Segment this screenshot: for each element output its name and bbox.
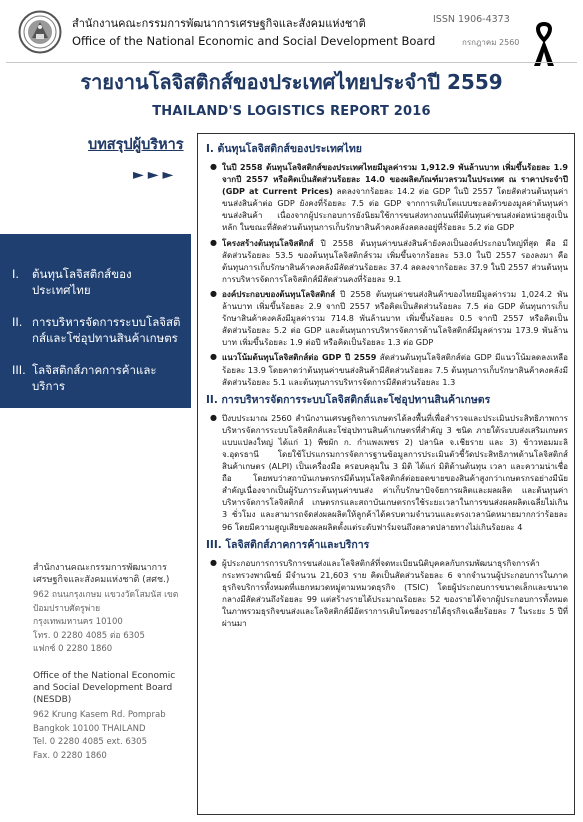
toc-label: โลจิสติกส์ภาคการค้าและบริการ: [32, 363, 157, 393]
executive-summary-heading: บทสรุปผู้บริหาร: [88, 137, 184, 153]
bullet-icon: ●: [210, 288, 217, 298]
contact-address-line: กรุงเทพมหานคร 10100: [33, 617, 123, 627]
bullet-item: [206, 161, 568, 234]
org-name-thai: สำนักงานคณะกรรมการพัฒนาการเศรษฐกิจและสังคมแห่งชาติ: [72, 17, 366, 30]
org-name-english: Office of the National Economic and Social Development Board: [72, 34, 436, 48]
bullet-text: ปีงบประมาณ 2560 สำนักงานเศรษฐกิจการเกษตรได้ลงพื้นที่เพื่อสำรวจและประเมินประสิทธิภาพการบริหารจัดการระบบโลจิสติกส์และโซ่อุปทานสินค้าเกษตรที่สำคัญ 3 ชนิด ภายใต้ระบบส่งเสริมเกษตรแบบแปลงใหญ่ ได้แก่ 1) พืชผัก ก. กำแพงเพชร 2) ปลานิล จ.เชียราย และ 3) ข้าวหอมมะลิ จ.อุดรธานี โดยใช้โปรแกรมการจัดการฐานข้อมูลการประเมินตัวชี้วัดประสิทธิภาพด้านโลจิสติกส์สินค้าเกษตร (ALPI) เป็นเครื่องมือ ครอบคลุมใน 3 มิติ ได้แก่ มิติด้านต้นทุน เวลา และความน่าเชื่อถือ โดยพบว่าสถาบันเกษตรกรมีต้นทุนโลจิสติกส์ต่อยอดขายของสินค้าสูงกว่าเกษตรกรอย่างมีนัยสำคัญเนื่องจากเป็นผู้รับภาระต้นทุนค่าขนส่ง ค่าเก็บรักษาปัจจัยการผลิตและผลผลิต และต้นทุนค่าบริหารจัดการโลจิสติกส์ เกษตรกรและสถาบันเกษตรกรใช้ระยะเวลาในการขนส่งผลผลิตเฉลี่ยไม่เกิน 3 ชั่วโมง และสามารถจัดส่งผลผลิตให้ลูกค้าได้ครบตามจำนวนและตรงเวลานัดหมายมากกว่าร้อยละ 96 โดยมีความสูญเสียของผลผลิตตั้งแต่ระดับฟาร์มจนถึงตลาดปลายทางไม่เกินร้อยละ 4: [222, 412, 568, 532]
toc-item-3[interactable]: [12, 362, 183, 394]
toc-item-2[interactable]: [12, 314, 183, 346]
bullet-icon: ●: [210, 352, 217, 362]
bullet-item: [206, 288, 568, 348]
bullet-item: [206, 237, 568, 285]
contact-org-name: Office of the National Economic and Social Development Board (NESDB): [33, 671, 176, 705]
contact-fax: Fax. 0 2280 1860: [33, 750, 107, 761]
report-title-english: THAILAND'S LOGISTICS REPORT 2016: [152, 104, 431, 119]
bullet-text: ปี 2558 ต้นทุนค่าขนส่งสินค้าของไทยมีมูลค่ารวม 1,024.2 พันล้านบาท เพิ่มขึ้นร้อยละ 2.9 จากปี 2557 หรือคิดเป็นสัดส่วนร้อยละ 7.5 ต่อ GDP ต้นทุนการเก็บรักษาสินค้าคงคลังมีมูลค่ารวม 714.8 พันล้านบาท เพิ่มขึ้นร้อยละ 0.5 จากปี 2557 หรือคิดเป็นสัดส่วนร้อยละ 5.2 ต่อ GDP และต้นทุนการบริหารจัดการด้านโลจิสติกส์มีมูลค่ารวม 173.9 พันล้านบาท เพิ่มขึ้นร้อยละ 1.9 ต่อปี หรือคิดเป็นร้อยละ 1.3 ต่อ GDP: [222, 288, 568, 348]
section-heading-2: II. การบริหารจัดการระบบโลจิสติกส์และโซ่อุปทานสินค้าเกษตร: [206, 393, 491, 406]
section-heading-1: I. ต้นทุนโลจิสติกส์ของประเทศไทย: [206, 143, 362, 155]
bullet-bold-text: โครงสร้างต้นทุนโลจิสติกส์: [222, 237, 314, 248]
page-header: [0, 0, 583, 62]
contact-fax: แฟกซ์ 0 2280 1860: [33, 644, 113, 654]
summary-content-box: [197, 133, 575, 815]
bullet-bold-text: แนวโน้มต้นทุนโลจิสติกส์ต่อ GDP ปี 2559: [222, 352, 377, 363]
contact-address-line: 962 Krung Kasem Rd. Pomprab: [33, 710, 166, 720]
bullet-icon: ●: [210, 237, 217, 247]
contact-org-name: สำนักงานคณะกรรมการพัฒนาการเศรษฐกิจและสังคมแห่งชาติ (สศช.): [33, 563, 170, 585]
bullet-item: [206, 557, 568, 630]
toc-label: การบริหารจัดการระบบโลจิสติกส์และโซ่อุปทานสินค้าเกษตร: [32, 315, 181, 345]
contact-block-thai: [33, 562, 195, 657]
bullet-item: [206, 412, 568, 533]
section-heading-3: III. โลจิสติกส์ภาคการค้าและบริการ: [206, 538, 370, 551]
bullet-icon: ●: [210, 412, 217, 422]
bullet-item: [206, 351, 568, 387]
issue-date: กรกฎาคม 2560: [462, 38, 520, 47]
report-title-thai: รายงานโลจิสติกส์ของประเทศไทยประจำปี 2559: [80, 70, 503, 94]
bullet-bold-text: องค์ประกอบของต้นทุนโลจิสติกส์: [222, 288, 336, 299]
bullet-text: ปี 2558 ต้นทุนค่าขนส่งสินค้ายังคงเป็นองค์ประกอบใหญ่ที่สุด คือ มีสัดส่วนร้อยละ 53.5 ของต้นทุนโลจิสติกส์รวม เพิ่มขึ้นจากร้อยละ 53.0 ในปี 2557 รองลงมา คือ ต้นทุนการเก็บรักษาสินค้าคงคลังมีสัดส่วนร้อยละ 37.4 ลดลงจากร้อยละ 37.9 ในปี 2557 ส่วนต้นทุนการบริหารจัดการโลจิสติกส์มีสัดส่วนคงที่ร้อยละ 9.1: [222, 237, 568, 284]
triple-arrow-icon: ►►►: [133, 167, 178, 183]
contact-block-english: [33, 670, 195, 763]
issn-number: ISSN 1906-4373: [433, 14, 510, 25]
toc-number: II.: [12, 315, 23, 329]
toc-number: I.: [12, 267, 20, 281]
bullet-text: ลดลงจากร้อยละ 14.2 ต่อ GDP ในปี 2557 โดยสัดส่วนต้นทุนค่าขนส่งสินค้าต่อ GDP ยังคงที่ร้อยละ 7.5 ต่อ GDP จากการเติบโตแบบชะลอตัวของมูลค่าต้นทุนค่าขนส่งสินค้า เนื่องจากผู้ประกอบการยังนิยมใช้การขนส่งทางถนนที่มีต้นทุนค่าขนส่งต่อหน่วยสูงเป็นหลัก ในขณะที่สัดส่วนต้นทุนการเก็บรักษาสินค้าคงคลังลดลงอยู่ที่ร้อยละ 5.2 ต่อ GDP: [222, 186, 568, 233]
bullet-list: [206, 412, 568, 533]
bullet-text: ผู้ประกอบการการบริการขนส่งและโลจิสติกส์ที่จดทะเบียนนิติบุคคลกับกรมพัฒนาธุรกิจการค้า กระทรวงพาณิชย์ มีจำนวน 21,603 ราย คิดเป็นสัดส่วนร้อยละ 6 จากจำนวนผู้ประกอบการในภาคธุรกิจบริการทั้งหมดที่แยกหมวดหมู่ตามหมวดธุรกิจ (TSIC) โดยผู้ประกอบการขนาดเล็กและขนาดกลางมีสัดส่วนถึงร้อยละ 99 แต่สร้างรายได้ประมาณร้อยละ 52 ของรายได้จากผู้ประกอบการทั้งหมด ในภาพรวมธุรกิจขนส่งและโลจิสติกส์มีอัตราการเติบโตของรายได้ธุรกิจเฉลี่ยร้อยละ 7 ในระยะ 5 ปีที่ผ่านมา: [222, 557, 568, 629]
toc-item-1[interactable]: [12, 266, 183, 298]
nesdb-emblem-icon: [18, 10, 62, 54]
bullet-list: [206, 161, 568, 388]
header-divider: [6, 62, 577, 63]
bullet-bold-text: ในปี 2558 ต้นทุนโลจิสติกส์ของประเทศไทยมีมูลค่ารวม 1,912.9 พันล้านบาท เพิ่มขึ้นร้อยละ 1.9 จากปี 2557 หรือคิดเป็นสัดส่วนร้อยละ 14.0 ของผลิตภัณฑ์มวลรวมในประเทศ ณ ราคาประจำปี (GDP at Current Prices): [222, 162, 568, 197]
contact-address-line: Bangkok 10100 THAILAND: [33, 723, 146, 734]
bullet-icon: ●: [210, 162, 217, 171]
contact-address-line: 962 ถนนกรุงเกษม แขวงวัดโสมนัส เขตป้อมปราบศัตรูพ่าย: [33, 590, 179, 614]
contact-phone: โทร. 0 2280 4085 ต่อ 6305: [33, 630, 145, 641]
toc-number: III.: [12, 363, 26, 377]
table-of-contents: [0, 234, 191, 408]
bullet-icon: ●: [210, 557, 217, 567]
bullet-list: [206, 557, 568, 630]
contact-phone: Tel. 0 2280 4085 ext. 6305: [33, 737, 147, 747]
bullet-text: สัดส่วนต้นทุนโลจิสติกส์ต่อ GDP มีแนวโน้มลดลงเหลือร้อยละ 13.9 โดยคาดว่าต้นทุนค่าขนส่งสินค้ามีสัดส่วนร้อยละ 7.5 ต้นทุนการเก็บรักษาสินค้าคงคลังมีสัดส่วนร้อยละ 5.1 และต้นทุนการบริหารจัดการมีสัดส่วนร้อยละ 1.3: [222, 352, 568, 387]
toc-label: ต้นทุนโลจิสติกส์ของประเทศไทย: [32, 267, 132, 297]
